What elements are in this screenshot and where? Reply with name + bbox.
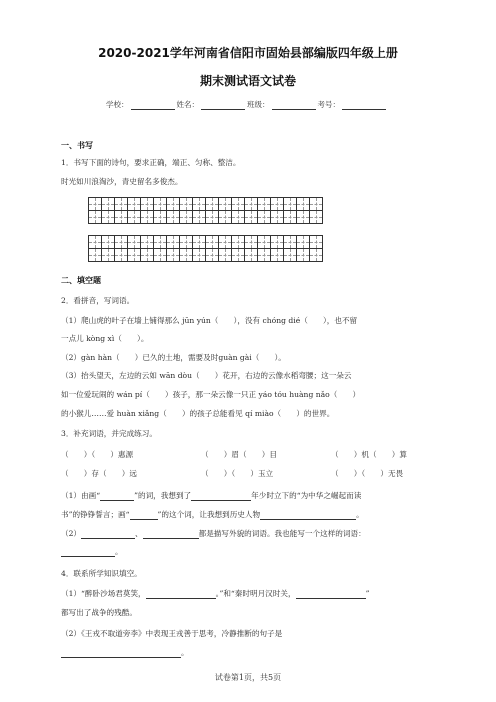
writing-cell[interactable] [284,249,297,262]
class-label: 班级： [247,100,270,109]
q4-sub1-line2: 都写出了战争的残酷。 [61,608,137,617]
writing-cell[interactable] [128,198,141,211]
writing-cell[interactable] [258,211,271,224]
q4-sub2-line1: （2）《王戎不取道旁李》中表现王戎善于思考，冷静推断的句子是 [61,629,283,638]
school-blank[interactable] [131,101,175,110]
writing-cell[interactable] [206,211,219,224]
writing-cell[interactable] [141,249,154,262]
class-blank[interactable] [272,101,316,110]
answer-blank[interactable] [61,549,115,557]
q2-line: （2）gàn hàn（ ）已久的土地，需要及时guàn gài（ ）。 [61,353,286,362]
q2-line: （3）抬头望天，左边的云如 wān dòu（ ）花开，右边的云像水稻弯腰；这一朵云 [61,371,352,380]
q3-sub2-line2: 。 [61,546,123,557]
writing-cell[interactable] [284,236,297,249]
q3-prompt: 3．补充词语，并完成练习。 [61,429,157,438]
writing-cell[interactable] [297,198,310,211]
q3-word: （ ）存（ ）远 [61,469,137,478]
writing-cell[interactable] [219,211,232,224]
writing-cell[interactable] [167,211,180,224]
writing-cell[interactable] [89,249,102,262]
exam-no-label: 考号： [317,100,340,109]
q2-line: 的小猴儿……爱 huàn xiǎng（ ）的孩子总能看见 qí miào（ ）的世界。 [61,409,335,418]
writing-cell[interactable] [245,198,258,211]
q3-word: （ ）眉（ ）目 [201,450,277,459]
writing-cell[interactable] [271,236,284,249]
q3-sub1-line2: 书”的铮铮誓言；画“ ”的这个词，让我想到历史人物 。 [61,510,364,519]
writing-cell[interactable] [232,211,245,224]
q2-line: （1）爬山虎的叶子在墙上铺得那么 jūn yún（ ），没有 chóng dié（ ），也不留 [61,316,358,325]
section-heading-writing: 一、书写 [61,141,93,150]
writing-cell[interactable] [271,249,284,262]
writing-cell[interactable] [232,198,245,211]
q3-word: （ ）机（ ）算 [331,450,407,459]
writing-cell[interactable] [258,249,271,262]
q1-prompt: 1．书写下面的诗句，要求正确，端正、匀称、整洁。 [61,158,241,167]
page-title-line1: 2020-2021学年河南省信阳市固始县部编版四年级上册 [98,46,398,60]
writing-cell[interactable] [206,249,219,262]
writing-cell[interactable] [141,236,154,249]
writing-cell[interactable] [102,198,115,211]
answer-blank[interactable] [146,591,216,599]
writing-cell[interactable] [154,198,167,211]
answer-blank[interactable] [100,493,134,501]
writing-cell[interactable] [102,249,115,262]
writing-grid-row2[interactable] [88,235,323,262]
exam-no-blank[interactable] [342,101,386,110]
page-footer: 试卷第1页，共5页 [214,673,282,682]
writing-cell[interactable] [154,211,167,224]
writing-cell[interactable] [193,249,206,262]
writing-cell[interactable] [141,198,154,211]
writing-cell[interactable] [89,236,102,249]
writing-cell[interactable] [310,236,323,249]
answer-blank[interactable] [81,531,135,539]
writing-cell[interactable] [258,236,271,249]
writing-cell[interactable] [167,236,180,249]
writing-cell[interactable] [271,198,284,211]
q2-line: 一点儿 kòng xì（ ）。 [61,334,149,343]
writing-grid-row1[interactable] [88,197,323,224]
answer-blank[interactable] [143,531,199,539]
writing-cell[interactable] [128,211,141,224]
q3-sub2-line1: （2） 、 都是描写外貌的词语。我也能写一个这样的词语： [61,529,366,538]
writing-cell[interactable] [154,236,167,249]
q2-line: 如一位爱玩闹的 wán pí（ ）孩子，那一朵云像一只正 yáo tóu huàng nǎo（ ） [61,390,361,399]
writing-cell[interactable] [193,236,206,249]
writing-cell[interactable] [141,211,154,224]
answer-blank[interactable] [130,512,158,520]
q3-word: （ ）（ ）惠源 [61,450,134,459]
writing-cell[interactable] [154,249,167,262]
writing-cell[interactable] [180,236,193,249]
writing-cell[interactable] [245,211,258,224]
writing-cell[interactable] [310,249,323,262]
section-heading-fill: 二、填空题 [61,276,101,285]
writing-cell[interactable] [128,249,141,262]
writing-cell[interactable] [167,249,180,262]
writing-cell[interactable] [102,236,115,249]
q1-poem: 时光如川浪淘沙，青史留名多俊杰。 [61,177,183,186]
writing-cell[interactable] [310,211,323,224]
q4-sub2-line2: 。 [61,647,189,658]
writing-cell[interactable] [180,211,193,224]
q4-sub1-line1: （1）“醉卧沙场君莫笑， 。”和“秦时明月汉时关， ” [61,589,370,598]
answer-blank[interactable] [260,512,356,520]
writing-cell[interactable] [245,249,258,262]
writing-cell[interactable] [167,198,180,211]
writing-cell[interactable] [219,236,232,249]
page-title-line2: 期末测试语文试卷 [199,74,296,88]
writing-cell[interactable] [115,211,128,224]
writing-cell[interactable] [271,211,284,224]
writing-cell[interactable] [206,236,219,249]
writing-cell[interactable] [115,236,128,249]
writing-cell[interactable] [102,211,115,224]
writing-cell[interactable] [310,198,323,211]
name-blank[interactable] [201,101,245,110]
writing-cell[interactable] [297,236,310,249]
writing-cell[interactable] [245,236,258,249]
writing-cell[interactable] [128,236,141,249]
answer-blank[interactable] [296,591,366,599]
q3-word: （ ）（ ）无畏 [331,469,404,478]
writing-cell[interactable] [232,236,245,249]
writing-cell[interactable] [297,249,310,262]
writing-cell[interactable] [193,198,206,211]
answer-blank[interactable] [191,493,251,501]
writing-cell[interactable] [297,211,310,224]
writing-cell[interactable] [180,198,193,211]
writing-cell[interactable] [219,249,232,262]
writing-cell[interactable] [115,249,128,262]
student-info-row [106,99,388,110]
q3-word: （ ）（ ）玉立 [201,469,274,478]
school-label: 学校： [106,100,129,109]
writing-cell[interactable] [115,198,128,211]
name-label: 姓名： [176,100,199,109]
writing-cell[interactable] [284,211,297,224]
writing-cell[interactable] [193,211,206,224]
q4-prompt: 4．联系所学知识填空。 [61,569,142,578]
writing-cell[interactable] [89,211,102,224]
writing-cell[interactable] [232,249,245,262]
writing-cell[interactable] [219,198,232,211]
q2-prompt: 2．看拼音，写词语。 [61,296,135,305]
writing-cell[interactable] [89,198,102,211]
q3-sub1-line1: （1）由画“ ”的词，我想到了 年少时立下的“为中华之崛起而读 [61,491,362,500]
answer-blank[interactable] [61,650,181,658]
writing-cell[interactable] [258,198,271,211]
writing-cell[interactable] [284,198,297,211]
writing-cell[interactable] [206,198,219,211]
writing-cell[interactable] [180,249,193,262]
